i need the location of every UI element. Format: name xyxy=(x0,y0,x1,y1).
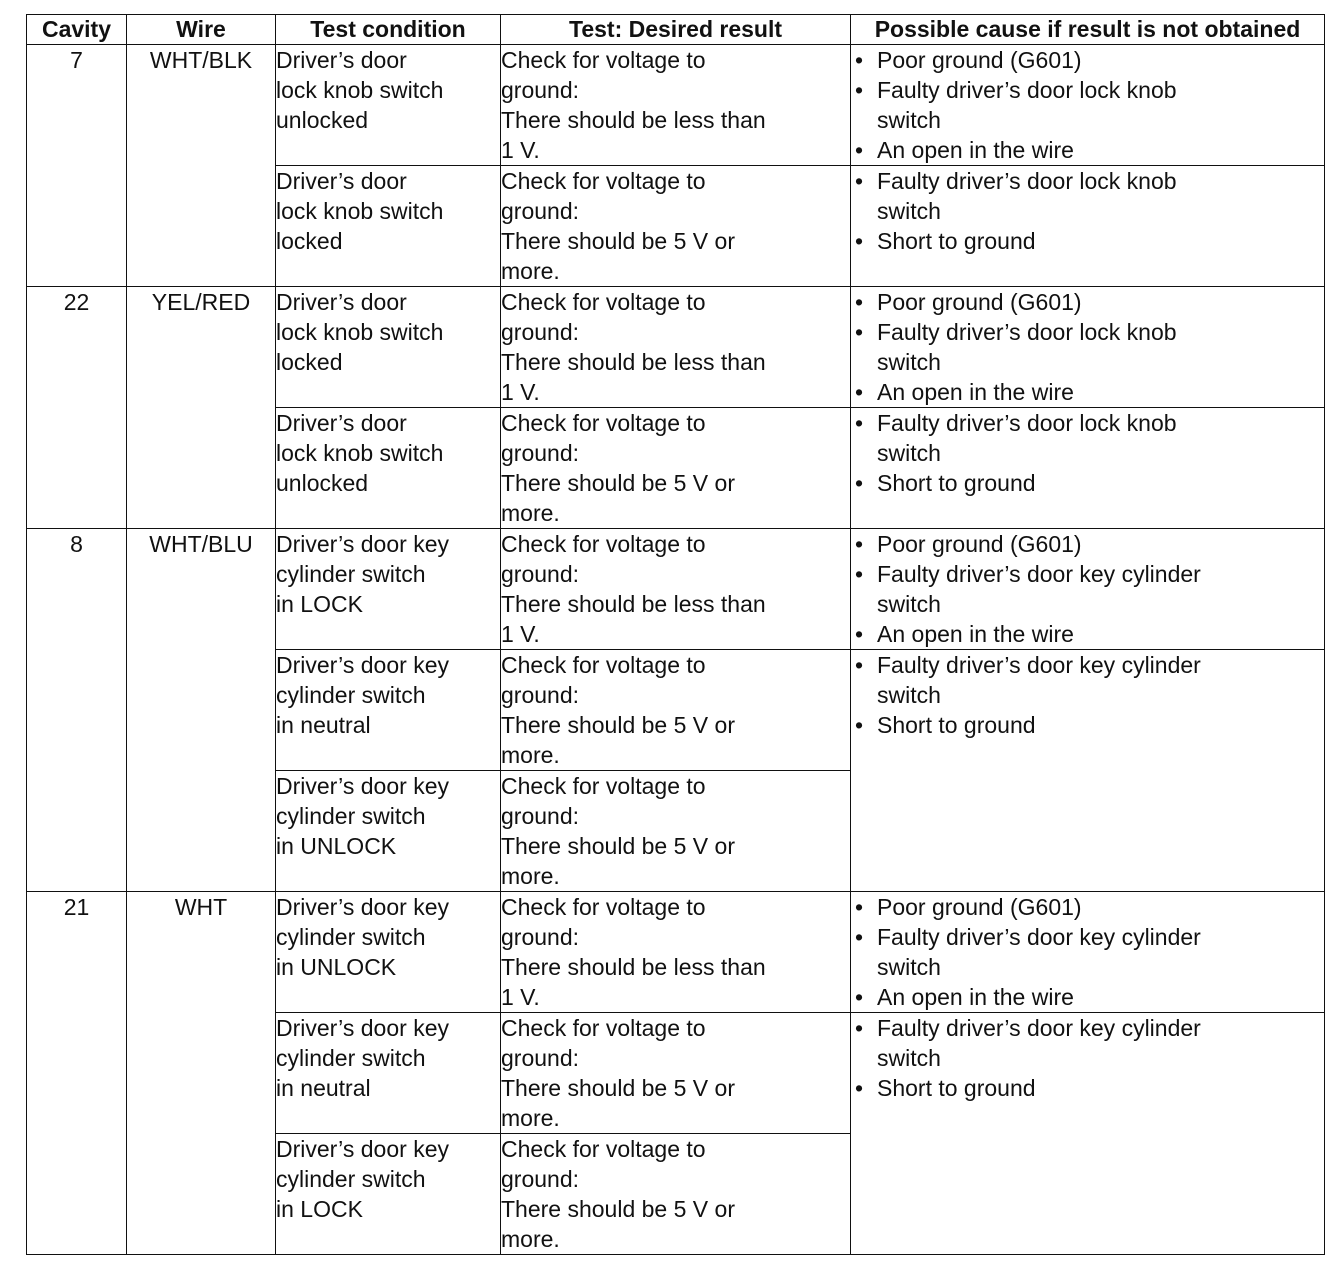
cavity-cell: 22 xyxy=(27,287,127,529)
condition-line: cylinder switch xyxy=(276,682,426,708)
desired-result-cell xyxy=(501,650,851,771)
condition-line: Driver’s door xyxy=(276,289,407,315)
result-line: 1 V. xyxy=(501,984,540,1010)
result-line: Check for voltage to xyxy=(501,773,706,799)
test-condition-cell xyxy=(276,529,501,650)
possible-cause-cell xyxy=(851,1013,1325,1255)
possible-cause-cell xyxy=(851,287,1325,408)
test-condition-cell xyxy=(276,166,501,287)
desired-result-cell xyxy=(501,771,851,892)
desired-result-cell xyxy=(501,45,851,166)
result-line: Check for voltage to xyxy=(501,1136,706,1162)
result-line: ground: xyxy=(501,1045,580,1071)
test-condition-cell xyxy=(276,650,501,771)
condition-line: cylinder switch xyxy=(276,803,426,829)
test-condition-cell xyxy=(276,771,501,892)
desired-result-cell xyxy=(501,529,851,650)
condition-line: Driver’s door key xyxy=(276,1136,449,1162)
cause-item xyxy=(851,922,1324,982)
table-row xyxy=(27,45,1325,166)
condition-line: Driver’s door xyxy=(276,410,407,436)
condition-line: cylinder switch xyxy=(276,924,426,950)
result-line: ground: xyxy=(501,1166,580,1192)
condition-line: in UNLOCK xyxy=(276,833,397,859)
result-line: There should be less than xyxy=(501,107,766,133)
condition-line: Driver’s door xyxy=(276,168,407,194)
condition-line: Driver’s door key xyxy=(276,531,449,557)
possible-cause-cell xyxy=(851,892,1325,1013)
cause-text: • Faulty driver’s door lock knob xyxy=(877,410,1177,436)
cause-text: switch xyxy=(877,198,941,224)
wire-cell: WHT/BLU xyxy=(127,529,276,892)
cause-text: • Faulty driver’s door key cylinder xyxy=(877,924,1201,950)
test-condition-cell xyxy=(276,287,501,408)
desired-result-cell xyxy=(501,1013,851,1134)
header-desired-result: Test: Desired result xyxy=(501,15,851,45)
cause-text: switch xyxy=(877,954,941,980)
cause-text: switch xyxy=(877,440,941,466)
cavity-cell: 21 xyxy=(27,892,127,1255)
result-line: Check for voltage to xyxy=(501,289,706,315)
result-line: There should be 5 V or xyxy=(501,1075,735,1101)
result-line: Check for voltage to xyxy=(501,1015,706,1041)
header-test-condition: Test condition xyxy=(276,15,501,45)
condition-line: lock knob switch xyxy=(276,440,444,466)
condition-line: Driver’s door key xyxy=(276,773,449,799)
condition-line: in LOCK xyxy=(276,591,363,617)
condition-line: cylinder switch xyxy=(276,1166,426,1192)
cause-list xyxy=(851,408,1324,498)
header-row xyxy=(27,15,1325,45)
cause-text: • Faulty driver’s door key cylinder xyxy=(877,561,1201,587)
result-line: ground: xyxy=(501,77,580,103)
cause-text: switch xyxy=(877,682,941,708)
cause-item xyxy=(851,166,1324,226)
condition-line: in neutral xyxy=(276,1075,371,1101)
cavity-cell: 8 xyxy=(27,529,127,892)
cause-item: • Short to ground xyxy=(851,710,1324,740)
cause-text: switch xyxy=(877,591,941,617)
result-line: There should be less than xyxy=(501,591,766,617)
cause-item: • Poor ground (G601) xyxy=(851,529,1324,559)
condition-line: unlocked xyxy=(276,470,369,496)
result-line: more. xyxy=(501,1105,560,1131)
result-line: There should be less than xyxy=(501,349,766,375)
result-line: Check for voltage to xyxy=(501,652,706,678)
wire-cell: WHT/BLK xyxy=(127,45,276,287)
possible-cause-cell xyxy=(851,650,1325,892)
result-line: more. xyxy=(501,500,560,526)
table-row xyxy=(27,287,1325,408)
result-line: ground: xyxy=(501,682,580,708)
result-line: 1 V. xyxy=(501,137,540,163)
cause-item: • Short to ground xyxy=(851,1073,1324,1103)
condition-line: locked xyxy=(276,228,343,254)
test-condition-cell xyxy=(276,1013,501,1134)
cause-text: switch xyxy=(877,1045,941,1071)
table-row xyxy=(27,892,1325,1013)
condition-line: in LOCK xyxy=(276,1196,363,1222)
desired-result-cell xyxy=(501,1134,851,1255)
desired-result-cell xyxy=(501,892,851,1013)
cause-item: • Short to ground xyxy=(851,468,1324,498)
possible-cause-cell xyxy=(851,45,1325,166)
test-condition-cell xyxy=(276,45,501,166)
cause-item: • Poor ground (G601) xyxy=(851,287,1324,317)
cause-item: • Short to ground xyxy=(851,226,1324,256)
result-line: ground: xyxy=(501,198,580,224)
condition-line: Driver’s door xyxy=(276,47,407,73)
cavity-cell: 7 xyxy=(27,45,127,287)
cause-item xyxy=(851,317,1324,377)
result-line: Check for voltage to xyxy=(501,47,706,73)
cause-item xyxy=(851,1013,1324,1073)
cause-item: • Poor ground (G601) xyxy=(851,892,1324,922)
header-possible-cause: Possible cause if result is not obtained xyxy=(851,15,1325,45)
test-condition-cell xyxy=(276,892,501,1013)
cause-text: • Faulty driver’s door key cylinder xyxy=(877,1015,1201,1041)
result-line: ground: xyxy=(501,561,580,587)
result-line: Check for voltage to xyxy=(501,168,706,194)
result-line: more. xyxy=(501,742,560,768)
cause-list xyxy=(851,1013,1324,1103)
wire-cell: YEL/RED xyxy=(127,287,276,529)
desired-result-cell xyxy=(501,166,851,287)
result-line: There should be 5 V or xyxy=(501,1196,735,1222)
cause-list xyxy=(851,892,1324,1012)
result-line: ground: xyxy=(501,924,580,950)
test-condition-cell xyxy=(276,408,501,529)
result-line: Check for voltage to xyxy=(501,410,706,436)
header-wire: Wire xyxy=(127,15,276,45)
result-line: ground: xyxy=(501,803,580,829)
condition-line: lock knob switch xyxy=(276,198,444,224)
condition-line: cylinder switch xyxy=(276,561,426,587)
result-line: There should be 5 V or xyxy=(501,712,735,738)
cause-list xyxy=(851,45,1324,165)
condition-line: unlocked xyxy=(276,107,369,133)
cause-list xyxy=(851,650,1324,740)
cause-list xyxy=(851,166,1324,256)
cause-item: • An open in the wire xyxy=(851,135,1324,165)
result-line: ground: xyxy=(501,440,580,466)
possible-cause-cell xyxy=(851,166,1325,287)
wire-cell: WHT xyxy=(127,892,276,1255)
possible-cause-cell xyxy=(851,529,1325,650)
desired-result-cell xyxy=(501,408,851,529)
cause-list xyxy=(851,529,1324,649)
cause-item xyxy=(851,408,1324,468)
result-line: ground: xyxy=(501,319,580,345)
condition-line: locked xyxy=(276,349,343,375)
result-line: more. xyxy=(501,863,560,889)
cause-item: • Poor ground (G601) xyxy=(851,45,1324,75)
cause-list xyxy=(851,287,1324,407)
condition-line: Driver’s door key xyxy=(276,1015,449,1041)
cause-text: • Faulty driver’s door lock knob xyxy=(877,168,1177,194)
cause-text: switch xyxy=(877,107,941,133)
result-line: Check for voltage to xyxy=(501,531,706,557)
cause-item xyxy=(851,559,1324,619)
result-line: There should be 5 V or xyxy=(501,228,735,254)
possible-cause-cell xyxy=(851,408,1325,529)
result-line: There should be 5 V or xyxy=(501,833,735,859)
result-line: 1 V. xyxy=(501,379,540,405)
desired-result-cell xyxy=(501,287,851,408)
result-line: 1 V. xyxy=(501,621,540,647)
result-line: There should be 5 V or xyxy=(501,470,735,496)
condition-line: lock knob switch xyxy=(276,77,444,103)
result-line: There should be less than xyxy=(501,954,766,980)
cause-item: • An open in the wire xyxy=(851,982,1324,1012)
condition-line: Driver’s door key xyxy=(276,894,449,920)
cause-text: • Faulty driver’s door lock knob xyxy=(877,77,1177,103)
condition-line: in neutral xyxy=(276,712,371,738)
result-line: more. xyxy=(501,258,560,284)
troubleshooting-table xyxy=(26,14,1325,1255)
cause-text: • Faulty driver’s door key cylinder xyxy=(877,652,1201,678)
cause-item xyxy=(851,650,1324,710)
condition-line: cylinder switch xyxy=(276,1045,426,1071)
condition-line: in UNLOCK xyxy=(276,954,397,980)
result-line: Check for voltage to xyxy=(501,894,706,920)
cause-text: switch xyxy=(877,349,941,375)
cause-text: • Faulty driver’s door lock knob xyxy=(877,319,1177,345)
cause-item: • An open in the wire xyxy=(851,377,1324,407)
test-condition-cell xyxy=(276,1134,501,1255)
condition-line: Driver’s door key xyxy=(276,652,449,678)
condition-line: lock knob switch xyxy=(276,319,444,345)
result-line: more. xyxy=(501,1226,560,1252)
cause-item: • An open in the wire xyxy=(851,619,1324,649)
table-row xyxy=(27,529,1325,650)
cause-item xyxy=(851,75,1324,135)
header-cavity: Cavity xyxy=(27,15,127,45)
